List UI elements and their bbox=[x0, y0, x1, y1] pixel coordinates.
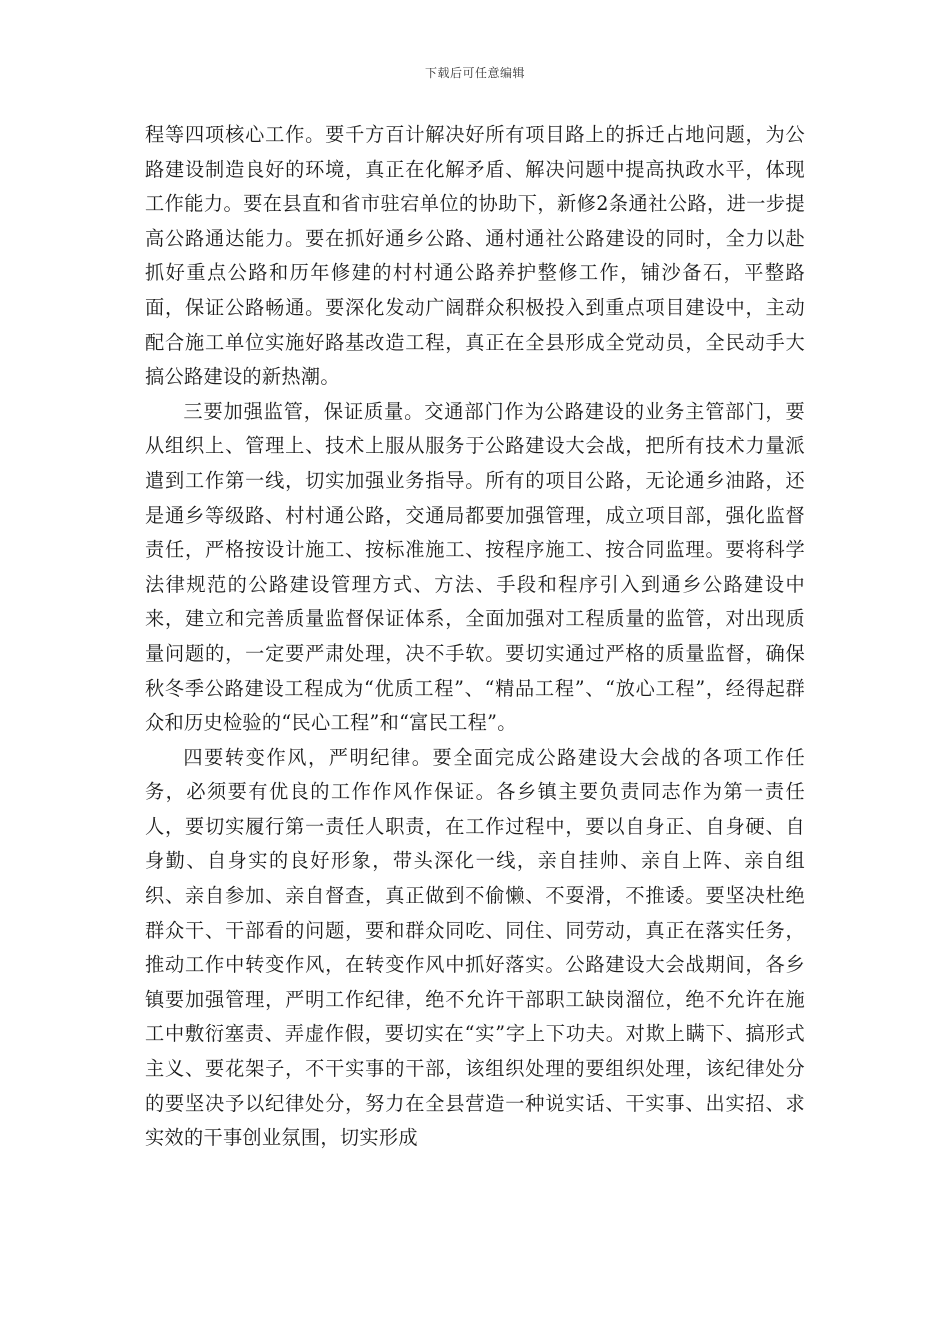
document-body bbox=[145, 118, 805, 1156]
header-note: 下载后可任意编辑 bbox=[424, 66, 525, 80]
paragraph-1: 程等四项核心工作。要千方百计解决好所有项目路上的拆迁占地问题，为公路建设制造良好的环境，真正在化解矛盾、解决问题中提高执政水平，体现工作能力。要在县直和省市驻宕单位的协助下，新修2条通社公路，进一步提高公路通达能力。要在抓好通乡公路、通村通社公路建设的同时，全力以赴抓好重点公路和历年修建的村村通公路养护整修工作，铺沙备石，平整路面，保证公路畅通。要深化发动广阔群众积极投入到重点项目建设中，主动配合施工单位实施好路基改造工程，真正在全县形成全党动员，全民动手大搞公路建设的新热潮。 bbox=[145, 123, 805, 389]
paragraph-2: 三要加强监管，保证质量。交通部门作为公路建设的业务主管部门，要从组织上、管理上、技术上服从服务于公路建设大会战，把所有技术力量派遣到工作第一线，切实加强业务指导。所有的项目公路，无论通乡油路，还是通乡等级路、村村通公路，交通局都要加强管理，成立项目部，强化监督责任，严格按设计施工、按标准施工、按程序施工、按合同监理。要将科学法律规范的公路建设管理方式、方法、手段和程序引入到通乡公路建设中来，建立和完善质量监督保证体系，全面加强对工程质量的监管，对出现质量问题的，一定要严肃处理，决不手软。要切实通过严格的质量监督，确保秋冬季公路建设工程成为“优质工程”、“精品工程”、“放心工程”，经得起群众和历史检验的“民心工程”和“富民工程”。 bbox=[145, 399, 805, 735]
paragraph-3: 四要转变作风，严明纪律。要全面完成公路建设大会战的各项工作任务，必须要有优良的工作作风作保证。各乡镇主要负责同志作为第一责任人，要切实履行第一责任人职责，在工作过程中，要以自身正、自身硬、自身勤、自身实的良好形象，带头深化一线，亲自挂帅、亲自上阵、亲自组织、亲自参加、亲自督查，真正做到不偷懒、不耍滑，不推诿。要坚决杜绝群众干、干部看的问题，要和群众同吃、同住、同劳动，真正在落实任务，推动工作中转变作风，在转变作风中抓好落实。公路建设大会战期间，各乡镇要加强管理，严明工作纪律，绝不允许干部职工缺岗溜位，绝不允许在施工中敷衍塞责、弄虚作假，要切实在“实”字上下功夫。对欺上瞒下、搞形式主义、要花架子，不干实事的干部，该组织处理的要组织处理，该纪律处分的要坚决予以纪律处分，努力在全县营造一种说实话、干实事、出实招、求实效的干事创业氛围，切实形成 bbox=[145, 745, 805, 1150]
